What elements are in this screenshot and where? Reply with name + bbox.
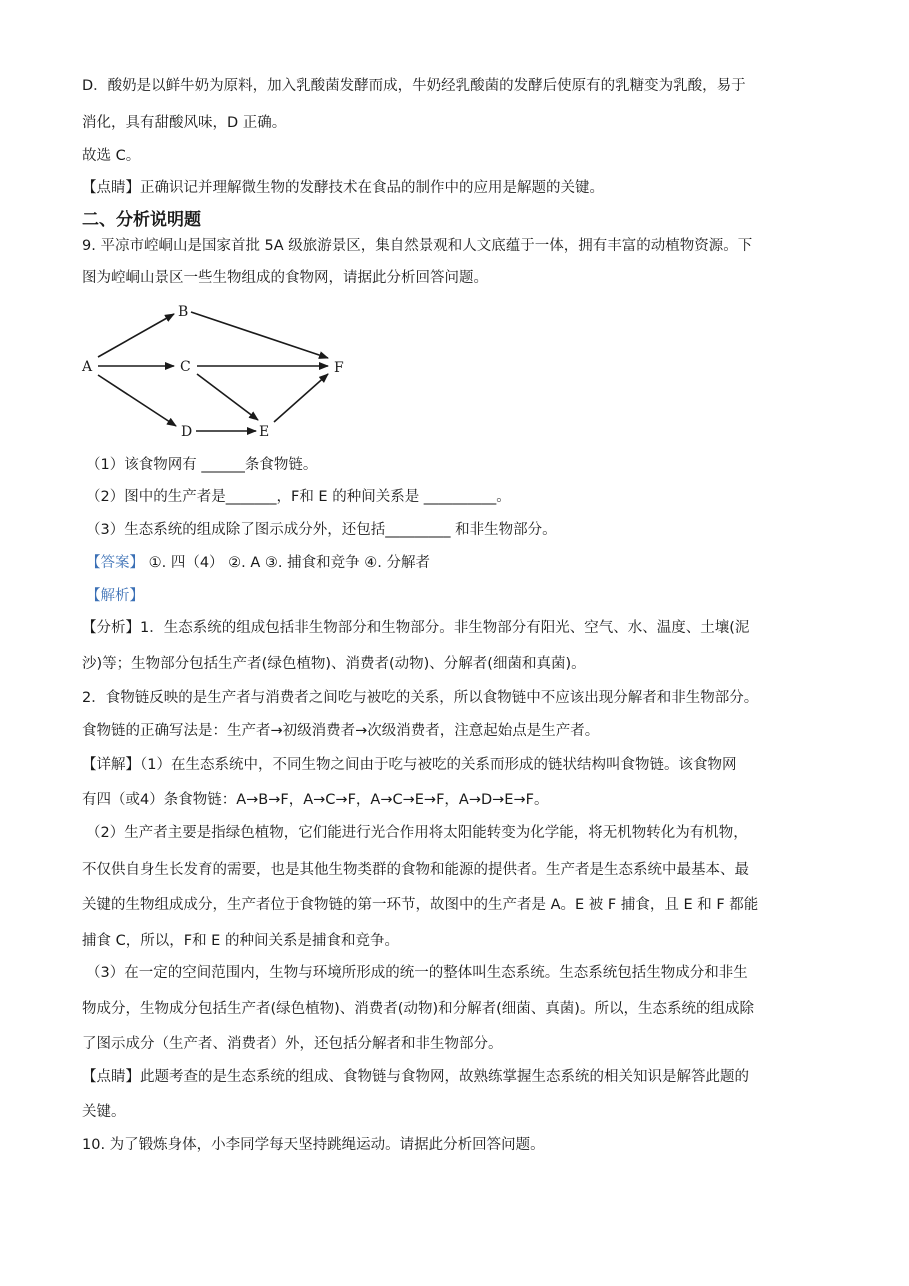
text-line: 故选 C。 bbox=[82, 148, 141, 164]
analysis-label: 【解析】 bbox=[86, 588, 144, 604]
sub-question-2: （2）图中的生产者是_______，F和 E 的种间关系是 __________。 bbox=[86, 489, 511, 505]
node-d: D bbox=[181, 424, 193, 440]
analysis-text: 【分析】1．生态系统的组成包括非生物部分和生物部分。非生物部分有阳光、空气、水、温度、土壤(泥 bbox=[82, 620, 750, 636]
key-point-line: 【点睛】正确识记并理解微生物的发酵技术在食品的制作中的应用是解题的关键。 bbox=[82, 180, 604, 196]
arrow-b-f bbox=[191, 312, 328, 358]
sub-question-1: （1）该食物网有 ______条食物链。 bbox=[86, 457, 318, 473]
answer-label: 【答案】 bbox=[86, 555, 144, 571]
key-point-line: 关键。 bbox=[82, 1104, 126, 1120]
question-9-text: 图为崆峒山景区一些生物组成的食物网，请据此分析回答问题。 bbox=[82, 270, 488, 286]
node-a: A bbox=[82, 359, 93, 375]
detail-text: 物成分，生物成分包括生产者(绿色植物)、消费者(动物)和分解者(细菌、真菌)。所以，生态系统的组成除 bbox=[82, 1001, 754, 1017]
node-b: B bbox=[178, 304, 189, 320]
detail-text: 不仅供自身生长发育的需要，也是其他生物类群的食物和能源的提供者。生产者是生态系统中最基本、最 bbox=[82, 862, 749, 878]
detail-text: 有四（或4）条食物链：A→B→F，A→C→F，A→C→E→F，A→D→E→F。 bbox=[82, 792, 549, 808]
detail-text: （3）在一定的空间范围内，生物与环境所形成的统一的整体叫生态系统。生态系统包括生物成分和非生 bbox=[86, 965, 748, 981]
food-web-arrows bbox=[98, 312, 328, 431]
key-point-line: 【点睛】此题考查的是生态系统的组成、食物链与食物网，故熟练掌握生态系统的相关知识是解答此题的 bbox=[82, 1069, 749, 1085]
question-10-text: 10. 为了锻炼身体，小李同学每天坚持跳绳运动。请据此分析回答问题。 bbox=[82, 1137, 545, 1153]
detail-text: 捕食 C，所以，F和 E 的种间关系是捕食和竞争。 bbox=[82, 933, 399, 949]
analysis-text: 2．食物链反映的是生产者与消费者之间吃与被吃的关系，所以食物链中不应该出现分解者和非生物部分。 bbox=[82, 690, 759, 706]
analysis-text: 沙)等；生物部分包括生产者(绿色植物)、消费者(动物)、分解者(细菌和真菌)。 bbox=[82, 656, 586, 672]
analysis-text: 食物链的正确写法是：生产者→初级消费者→次级消费者，注意起始点是生产者。 bbox=[82, 723, 600, 739]
arrow-a-d bbox=[98, 375, 176, 426]
answer-line bbox=[86, 553, 430, 573]
detail-text: 关键的生物组成成分，生产者位于食物链的第一环节，故图中的生产者是 A。E 被 F 捕食，且 E 和 F 都能 bbox=[82, 897, 759, 913]
text-line: 消化，具有甜酸风味，D 正确。 bbox=[82, 115, 287, 131]
arrow-e-f bbox=[274, 374, 328, 422]
food-web-diagram bbox=[78, 292, 358, 442]
detail-text: 了图示成分（生产者、消费者）外，还包括分解者和非生物部分。 bbox=[82, 1036, 503, 1052]
node-e: E bbox=[259, 424, 270, 440]
question-9-text: 9. 平凉市崆峒山是国家首批 5A 级旅游景区，集自然景观和人文底蕴于一体，拥有丰富的动植物资源。下 bbox=[82, 238, 753, 254]
arrow-a-b bbox=[98, 314, 174, 357]
detail-text: （2）生产者主要是指绿色植物，它们能进行光合作用将太阳能转变为化学能，将无机物转化为有机物， bbox=[86, 825, 748, 841]
node-c: C bbox=[180, 359, 191, 375]
text-line: D．酸奶是以鲜牛奶为原料，加入乳酸菌发酵而成，牛奶经乳酸菌的发酵后使原有的乳糖变为乳酸，易于 bbox=[82, 78, 746, 94]
answer-text: ①. 四（4） ②. A ③. 捕食和竞争 ④. 分解者 bbox=[144, 555, 430, 571]
arrow-c-e bbox=[197, 374, 258, 420]
node-f: F bbox=[334, 360, 344, 376]
detail-text: 【详解】（1）在生态系统中，不同生物之间由于吃与被吃的关系而形成的链状结构叫食物链。该食物网 bbox=[82, 757, 737, 773]
section-title: 二、分析说明题 bbox=[82, 210, 201, 230]
sub-question-3: （3）生态系统的组成除了图示成分外，还包括_________ 和非生物部分。 bbox=[86, 522, 557, 538]
